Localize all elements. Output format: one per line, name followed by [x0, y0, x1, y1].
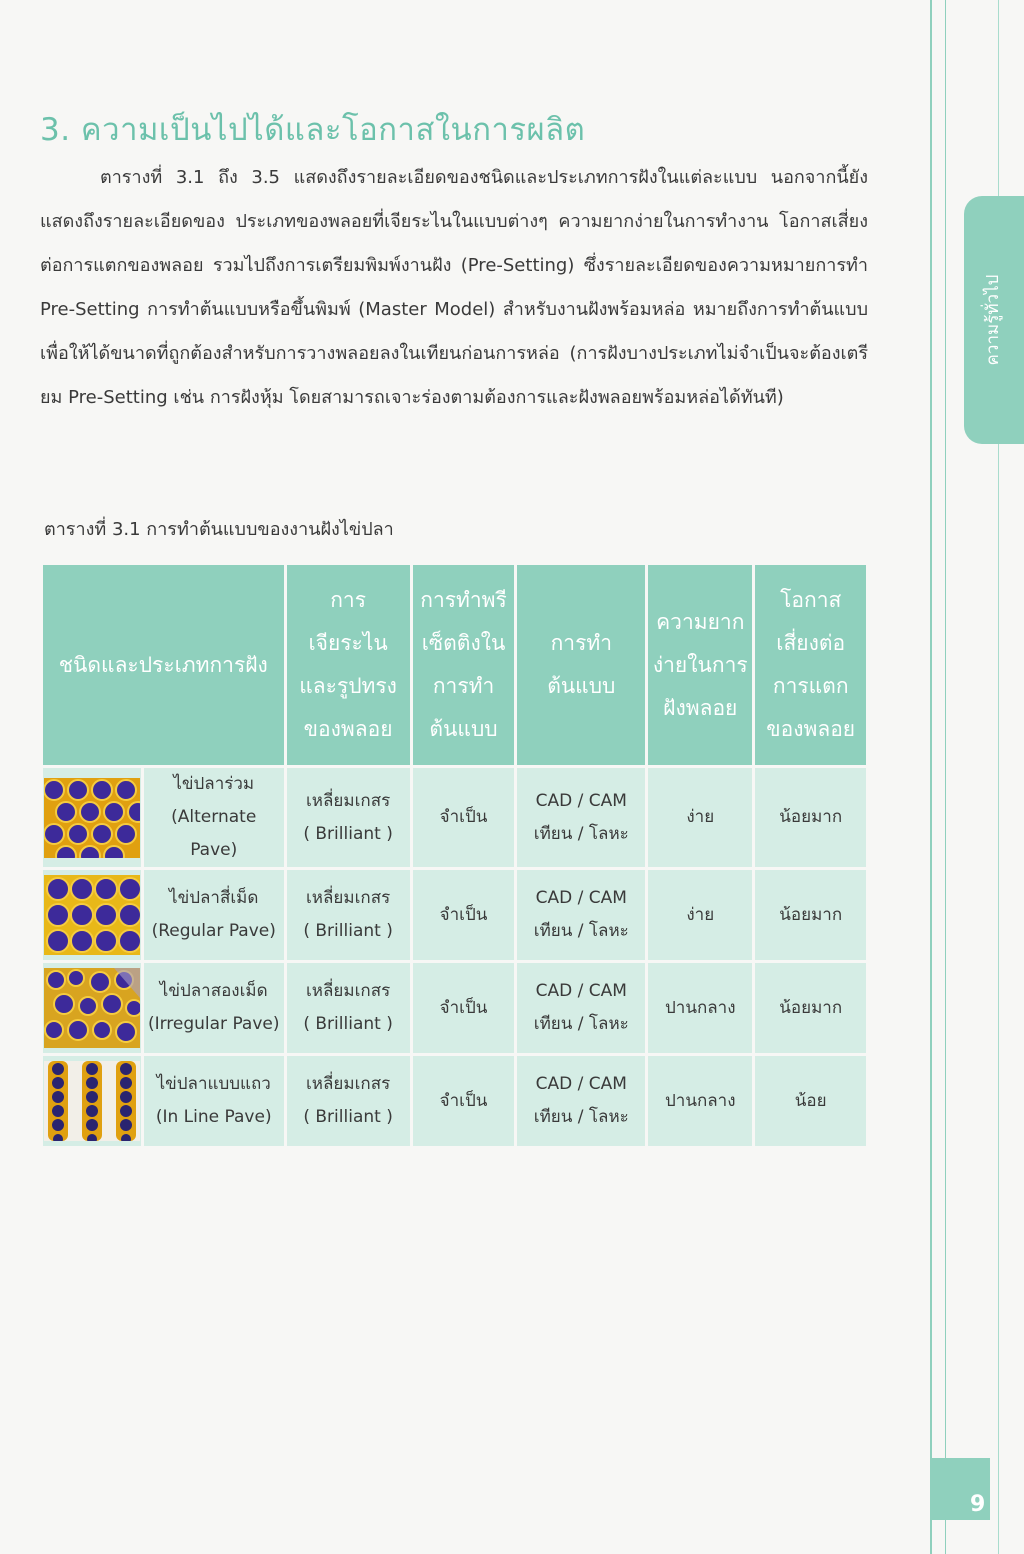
model-method-1: CAD / CAM [535, 1074, 627, 1094]
setting-name-th: ไข่ปลาแบบแถว [156, 1074, 271, 1094]
risk-cell: น้อย [755, 1056, 866, 1146]
header-breakage-risk: โอกาสเสี่ยงต่อการแตกของพลอย [755, 565, 866, 765]
master-model-cell [517, 768, 645, 867]
risk-cell: น้อยมาก [755, 870, 866, 960]
header-cut-shape: การเจียระไนและรูปทรงของพลอย [287, 565, 410, 765]
model-method-2: เทียน / โลหะ [533, 1014, 629, 1034]
presetting-cell: จำเป็น [413, 768, 515, 867]
inline-pave-image [44, 1061, 140, 1141]
margin-line [930, 0, 932, 1554]
header-master-model: การทำต้นแบบ [517, 565, 645, 765]
setting-table [40, 562, 869, 1149]
cut-th: เหลี่ยมเกสร [306, 790, 391, 811]
cut-cell [287, 1056, 410, 1146]
model-method-1: CAD / CAM [535, 888, 627, 908]
cut-cell [287, 768, 410, 867]
alternate-pave-image [44, 778, 140, 858]
setting-name-th: ไข่ปลาสองเม็ด [159, 981, 268, 1001]
difficulty-cell: ง่าย [648, 768, 752, 867]
setting-type-cell [144, 768, 284, 867]
model-method-2: เทียน / โลหะ [533, 1107, 629, 1127]
margin-line [945, 0, 946, 1554]
difficulty-cell: ง่าย [648, 870, 752, 960]
pave-photo [43, 870, 141, 960]
risk-cell: น้อยมาก [755, 963, 866, 1053]
table-row [43, 870, 866, 960]
cut-th: เหลี่ยมเกสร [306, 981, 391, 1001]
pave-photo [43, 1056, 141, 1146]
presetting-cell: จำเป็น [413, 1056, 515, 1146]
cut-en: ( Brilliant ) [303, 921, 393, 941]
presetting-cell: จำเป็น [413, 963, 515, 1053]
header-difficulty: ความยากง่ายในการฝังพลอย [648, 565, 752, 765]
intro-paragraph: ตารางที่ 3.1 ถึง 3.5 แสดงถึงรายละเอียดของชนิดและประเภทการฝังในแต่ละแบบ นอกจากนี้ยังแสดงถึงรายละเอียดของ ประเภทของพลอยที่เจียระไนในแบบต่างๆ ความยากง่ายในการทำงาน โอกาสเสี่ยงต่อการแตกของพลอย รวมไปถึงการเตรียมพิมพ์งานฝัง (Pre-Setting) ซึ่งรายละเอียดของความหมายการทำ Pre-Setting การทำต้นแบบหรือขึ้นพิมพ์ (Master Model) สำหรับงานฝังพร้อมหล่อ หมายถึงการทำต้นแบบเพื่อให้ได้ขนาดที่ถูกต้องสำหรับการวางพลอยลงในเทียนก่อนการหล่อ (การฝังบางประเภทไม่จำเป็นจะต้องเตรียม Pre-Setting เช่น การฝังหุ้ม โดยสามารถเจาะร่องตามต้องการและฝังพลอยพร้อมหล่อได้ทันที) [40, 167, 868, 408]
master-model-cell [517, 1056, 645, 1146]
setting-type-cell [144, 963, 284, 1053]
page-number: 9 [970, 1492, 986, 1517]
model-method-2: เทียน / โลหะ [533, 921, 629, 941]
table-caption: ตารางที่ 3.1 การทำต้นแบบของงานฝังไข่ปลา [44, 519, 394, 540]
cut-en: ( Brilliant ) [303, 1014, 393, 1034]
presetting-cell: จำเป็น [413, 870, 515, 960]
table-row [43, 768, 866, 867]
setting-name-en: (Irregular Pave) [147, 1014, 280, 1034]
master-model-cell [517, 870, 645, 960]
pave-photo [43, 963, 141, 1053]
cut-cell [287, 963, 410, 1053]
cut-en: ( Brilliant ) [303, 823, 393, 844]
setting-type-cell [144, 870, 284, 960]
irregular-pave-image [44, 968, 140, 1048]
cut-cell [287, 870, 410, 960]
setting-type-cell [144, 1056, 284, 1146]
table-row [43, 1056, 866, 1146]
cut-th: เหลี่ยมเกสร [306, 888, 391, 908]
cut-th: เหลี่ยมเกสร [306, 1074, 391, 1094]
setting-name-en: (In Line Pave) [155, 1107, 272, 1127]
header-presetting: การทำพรีเซ็ตติงในการทำต้นแบบ [413, 565, 515, 765]
difficulty-cell: ปานกลาง [648, 963, 752, 1053]
model-method-1: CAD / CAM [535, 981, 627, 1001]
master-model-cell [517, 963, 645, 1053]
model-method-2: เทียน / โลหะ [533, 823, 629, 844]
side-tab-label: ความรู้ทั่วไป [982, 274, 1003, 366]
model-method-1: CAD / CAM [535, 790, 627, 811]
pave-photo [43, 768, 141, 867]
table-row [43, 963, 866, 1053]
setting-name-en: (Alternate Pave) [171, 807, 257, 860]
risk-cell: น้อยมาก [755, 768, 866, 867]
difficulty-cell: ปานกลาง [648, 1056, 752, 1146]
setting-name-en: (Regular Pave) [151, 921, 276, 941]
section-title: 3. ความเป็นไปได้และโอกาสในการผลิต [40, 112, 586, 148]
setting-name-th: ไข่ปลาสี่เม็ด [169, 888, 259, 908]
regular-pave-image [44, 875, 140, 955]
setting-name-th: ไข่ปลาร่วม [173, 774, 255, 794]
header-setting-type: ชนิดและประเภทการฝัง [43, 565, 284, 765]
cut-en: ( Brilliant ) [303, 1107, 393, 1127]
table-header-row [43, 565, 866, 765]
